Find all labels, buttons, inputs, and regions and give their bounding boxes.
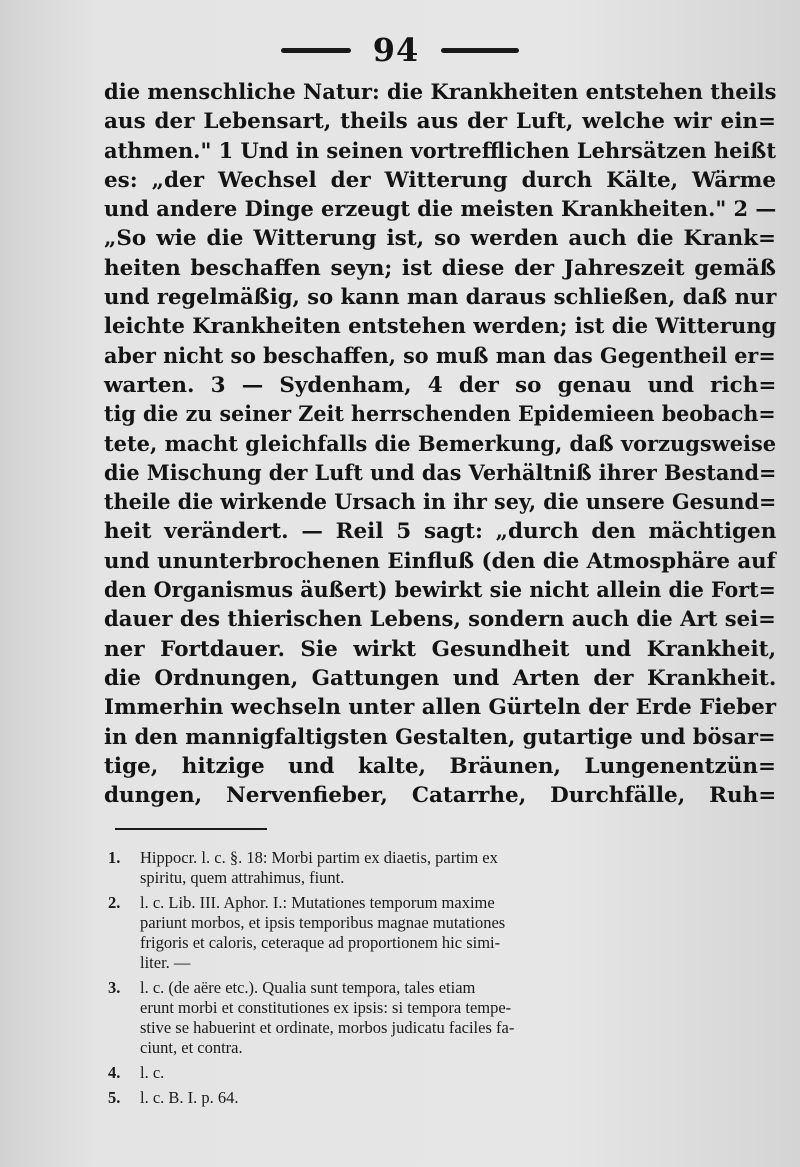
body-line: die Ordnungen, Gattungen und Arten der Krankheit. (104, 665, 777, 691)
body-line: es: „der Wechsel der Witterung durch Kälte, Wärme (104, 167, 776, 193)
footnote-separator (115, 828, 267, 830)
footnote-line: l. c. (140, 1063, 165, 1082)
footnote-line: liter. — (140, 953, 191, 972)
body-line: warten. 3 — Sydenham, 4 der so genau und rich= (104, 372, 777, 398)
body-line: und ununterbrochenen Einfluß (den die Atmosphäre auf (104, 548, 776, 574)
footnote-mark: 2. (108, 893, 121, 912)
footnote-mark: 3. (108, 978, 121, 997)
footnote-line: pariunt morbos, et ipsis temporibus magnae mutationes (140, 913, 506, 932)
body-line: heit verändert. — Reil 5 sagt: „durch den mächtigen (104, 519, 777, 545)
header-rule-right (441, 48, 519, 53)
body-line: in den mannigfaltigsten Gestalten, gutartige und bösar= (104, 724, 776, 750)
body-line: tige, hitzige und kalte, Bräunen, Lungenentzün= (104, 753, 776, 779)
body-line: aber nicht so beschaffen, so muß man das Gegentheil er= (104, 343, 776, 369)
body-line: theile die wirkende Ursach in ihr sey, die unsere Gesund= (104, 490, 777, 516)
footnote-mark: 1. (108, 848, 121, 867)
body-line: dungen, Nervenfieber, Catarrhe, Durchfälle, Ruh= (104, 783, 777, 809)
footnote (108, 978, 778, 1058)
footnote-text (140, 1063, 778, 1083)
footnote-line: ciunt, et contra. (140, 1038, 243, 1057)
footnote-text (140, 1088, 778, 1108)
body-line: ner Fortdauer. Sie wirkt Gesundheit und Krankheit, (104, 636, 777, 662)
body-line: und andere Dinge erzeugt die meisten Krankheiten." 2 — (104, 197, 777, 223)
footnotes (108, 848, 778, 1113)
header-rule-left (281, 48, 351, 53)
footnote-mark: 4. (108, 1063, 121, 1082)
footnote-line: l. c. (de aëre etc.). Qualia sunt tempora, tales etiam (140, 978, 476, 997)
footnote (108, 1063, 778, 1083)
footnote-line: stive se habuerint et ordinate, morbos judicatu faciles fa- (140, 1018, 515, 1037)
body-line: leichte Krankheiten entstehen werden; ist die Witterung (104, 314, 777, 340)
body-text (104, 78, 776, 810)
footnote-line: l. c. Lib. III. Aphor. I.: Mutationes temporum maxime (140, 893, 495, 912)
body-line: die Mischung der Luft und das Verhältniß ihrer Bestand= (104, 460, 777, 486)
footnote-line: l. c. B. I. p. 64. (140, 1088, 239, 1107)
footnote-text (140, 848, 778, 888)
body-line: den Organismus äußert) bewirkt sie nicht allein die Fort= (104, 578, 776, 604)
body-line: und regelmäßig, so kann man daraus schließen, daß nur (104, 285, 777, 311)
body-line: dauer des thierischen Lebens, sondern auch die Art sei= (104, 607, 776, 633)
body-line: tete, macht gleichfalls die Bemerkung, daß vorzugsweise (104, 431, 777, 457)
footnote (108, 848, 778, 888)
footnote-text (140, 978, 778, 1058)
body-line: tig die zu seiner Zeit herrschenden Epidemieen beobach= (104, 402, 776, 428)
page-number: 94 (372, 31, 420, 69)
body-line: athmen." 1 Und in seinen vortrefflichen Lehrsätzen heißt (104, 138, 776, 164)
footnote-line: frigoris et caloris, ceteraque ad proportionem hic simi- (140, 933, 501, 952)
footnote (108, 893, 778, 973)
body-line: aus der Lebensart, theils aus der Luft, welche wir ein= (104, 109, 777, 135)
body-line: die menschliche Natur: die Krankheiten entstehen theils (104, 80, 777, 105)
body-line: „So wie die Witterung ist, so werden auch die Krank= (104, 226, 776, 252)
body-line: heiten beschaffen seyn; ist diese der Jahreszeit gemäß (104, 255, 776, 281)
footnote-line: spiritu, quem attrahimus, fiunt. (140, 868, 345, 887)
footnote-mark: 5. (108, 1088, 121, 1107)
footnote-line: erunt morbi et constitutiones ex ipsis: si tempora tempe- (140, 998, 512, 1017)
footnote (108, 1088, 778, 1108)
footnote-line: Hippocr. l. c. §. 18: Morbi partim ex diaetis, partim ex (140, 848, 498, 867)
footnote-text (140, 893, 778, 973)
page-header (0, 28, 800, 72)
body-line: Immerhin wechseln unter allen Gürteln der Erde Fieber (104, 695, 777, 721)
